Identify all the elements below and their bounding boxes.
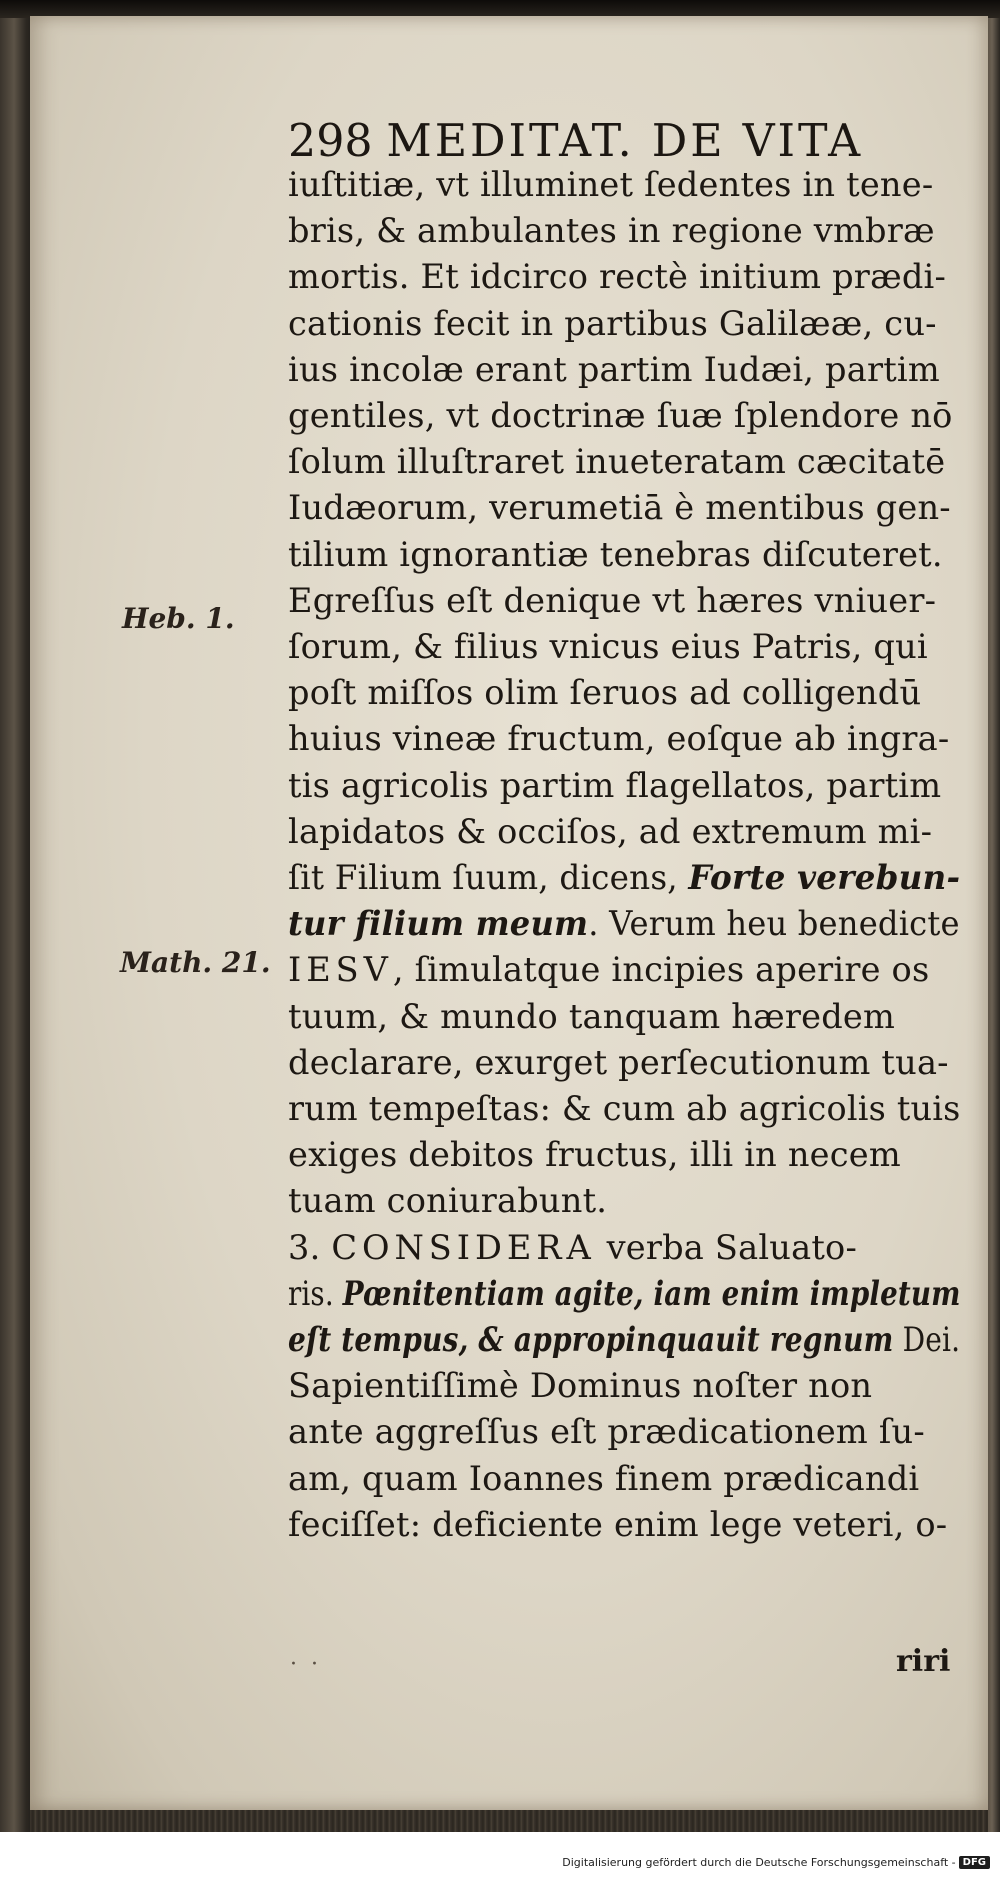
- text-segment: Iudæorum, verumetiā è mentibus gen-: [288, 488, 951, 528]
- text-segment: exiges debitos fructus, illi in necem: [288, 1135, 901, 1175]
- text-line: [288, 581, 960, 621]
- text-segment: ſit Filium ſuum, dicens,: [288, 858, 689, 898]
- text-line: [288, 1228, 960, 1268]
- text-line: [288, 1274, 961, 1314]
- text-line: [288, 1043, 960, 1083]
- text-segment: IESV: [288, 950, 393, 990]
- text-line: [288, 858, 961, 898]
- text-segment: tis agricolis partim flagellatos, partim: [288, 766, 942, 806]
- text-line: [288, 1366, 960, 1406]
- text-segment: Egreſſus eſt denique vt hæres vniuer-: [288, 581, 937, 621]
- text-line: [288, 535, 960, 575]
- text-segment: ante aggreſſus eſt prædicationem ſu-: [288, 1412, 925, 1452]
- text-line: [288, 1459, 960, 1499]
- text-segment: bris, & ambulantes in regione vmbræ: [288, 211, 935, 251]
- text-segment: tuam coniurabunt.: [288, 1181, 608, 1221]
- credit-text: Digitalisierung gefördert durch die Deutsche Forschungsgemeinschaft -: [562, 1855, 956, 1869]
- text-segment: rum tempeſtas: & cum ab agricolis tuis: [288, 1089, 961, 1129]
- text-line: [288, 350, 960, 390]
- text-line: [288, 1181, 960, 1221]
- text-segment: am, quam Ioannes finem prædicandi: [288, 1459, 920, 1499]
- ink-specks: · ·: [290, 1652, 318, 1677]
- text-segment: ris.: [288, 1274, 343, 1314]
- text-segment: cationis fecit in partibus Galilææ, cu-: [288, 304, 937, 344]
- text-segment: huius vineæ fructum, eoſque ab ingra-: [288, 719, 950, 759]
- text-segment: Pœnitentiam agite, iam enim impletum: [342, 1274, 961, 1314]
- margin-note-math: Math. 21.: [120, 946, 271, 979]
- text-line: [288, 1505, 960, 1545]
- text-segment: 3.: [288, 1228, 332, 1268]
- text-segment: iuſtitiæ, vt illuminet ſedentes in tene-: [288, 165, 934, 205]
- footer-strip: [0, 1832, 1000, 1877]
- text-segment: tur filium meum: [288, 904, 589, 944]
- text-segment: lapidatos & occiſos, ad extremum mi-: [288, 812, 933, 852]
- text-line: [288, 304, 960, 344]
- text-line: [288, 719, 960, 759]
- text-line: [288, 673, 960, 713]
- dfg-logo-icon: DFG: [959, 1856, 990, 1869]
- text-segment: eſt tempus, & appropinquauit regnum: [288, 1320, 894, 1360]
- margin-note-heb: Heb. 1.: [122, 602, 235, 635]
- text-line: [288, 211, 960, 251]
- text-segment: tilium ignorantiæ tenebras diſcuteret.: [288, 535, 943, 575]
- text-line: [288, 488, 960, 528]
- text-line: [288, 257, 960, 297]
- text-line: [288, 766, 960, 806]
- text-line: [288, 997, 960, 1037]
- page-number: 298: [288, 114, 373, 167]
- text-segment: feciſſet: deficiente enim lege veteri, o-: [288, 1505, 948, 1545]
- text-segment: , ſimulatque incipies aperire os: [392, 950, 930, 990]
- text-line: [288, 1089, 961, 1129]
- digitization-credit: [562, 1856, 990, 1870]
- text-segment: Forte verebun-: [688, 858, 961, 898]
- text-segment: poſt miſſos olim ſeruos ad colligendū: [288, 673, 922, 713]
- running-head: [288, 114, 938, 167]
- page-block-edge: [30, 1810, 988, 1832]
- text-line: [288, 904, 960, 944]
- text-segment: declarare, exurget perſecutionum tua-: [288, 1043, 949, 1083]
- text-line: [288, 165, 960, 205]
- text-line: [288, 1412, 960, 1452]
- text-line: [288, 812, 960, 852]
- text-segment: ſolum illuſtraret inueteratam cæcitatē: [288, 442, 946, 482]
- text-segment: tuum, & mundo tanquam hæredem: [288, 997, 896, 1037]
- running-head-title: MEDITAT. DE VITA: [386, 114, 864, 167]
- text-segment: Dei.: [893, 1320, 961, 1360]
- text-segment: ſorum, & filius vnicus eius Patris, qui: [288, 627, 928, 667]
- text-segment: CONSIDERA: [331, 1228, 596, 1268]
- text-segment: mortis. Et idcirco rectè initium prædi-: [288, 257, 947, 297]
- text-line: [288, 1320, 961, 1360]
- catchword: riri: [896, 1644, 951, 1679]
- text-line: [288, 627, 960, 667]
- text-line: [288, 1135, 960, 1175]
- text-line: [288, 396, 960, 436]
- text-segment: ius incolæ erant partim Iudæi, partim: [288, 350, 940, 390]
- text-line: [288, 950, 960, 990]
- text-segment: gentiles, vt doctrinæ ſuæ ſplendore nō: [288, 396, 953, 436]
- text-segment: verba Saluato-: [595, 1228, 858, 1268]
- text-segment: Sapientiſſimè Dominus noſter non: [288, 1366, 873, 1406]
- text-line: [288, 442, 960, 482]
- text-segment: . Verum heu benedicte: [588, 904, 960, 944]
